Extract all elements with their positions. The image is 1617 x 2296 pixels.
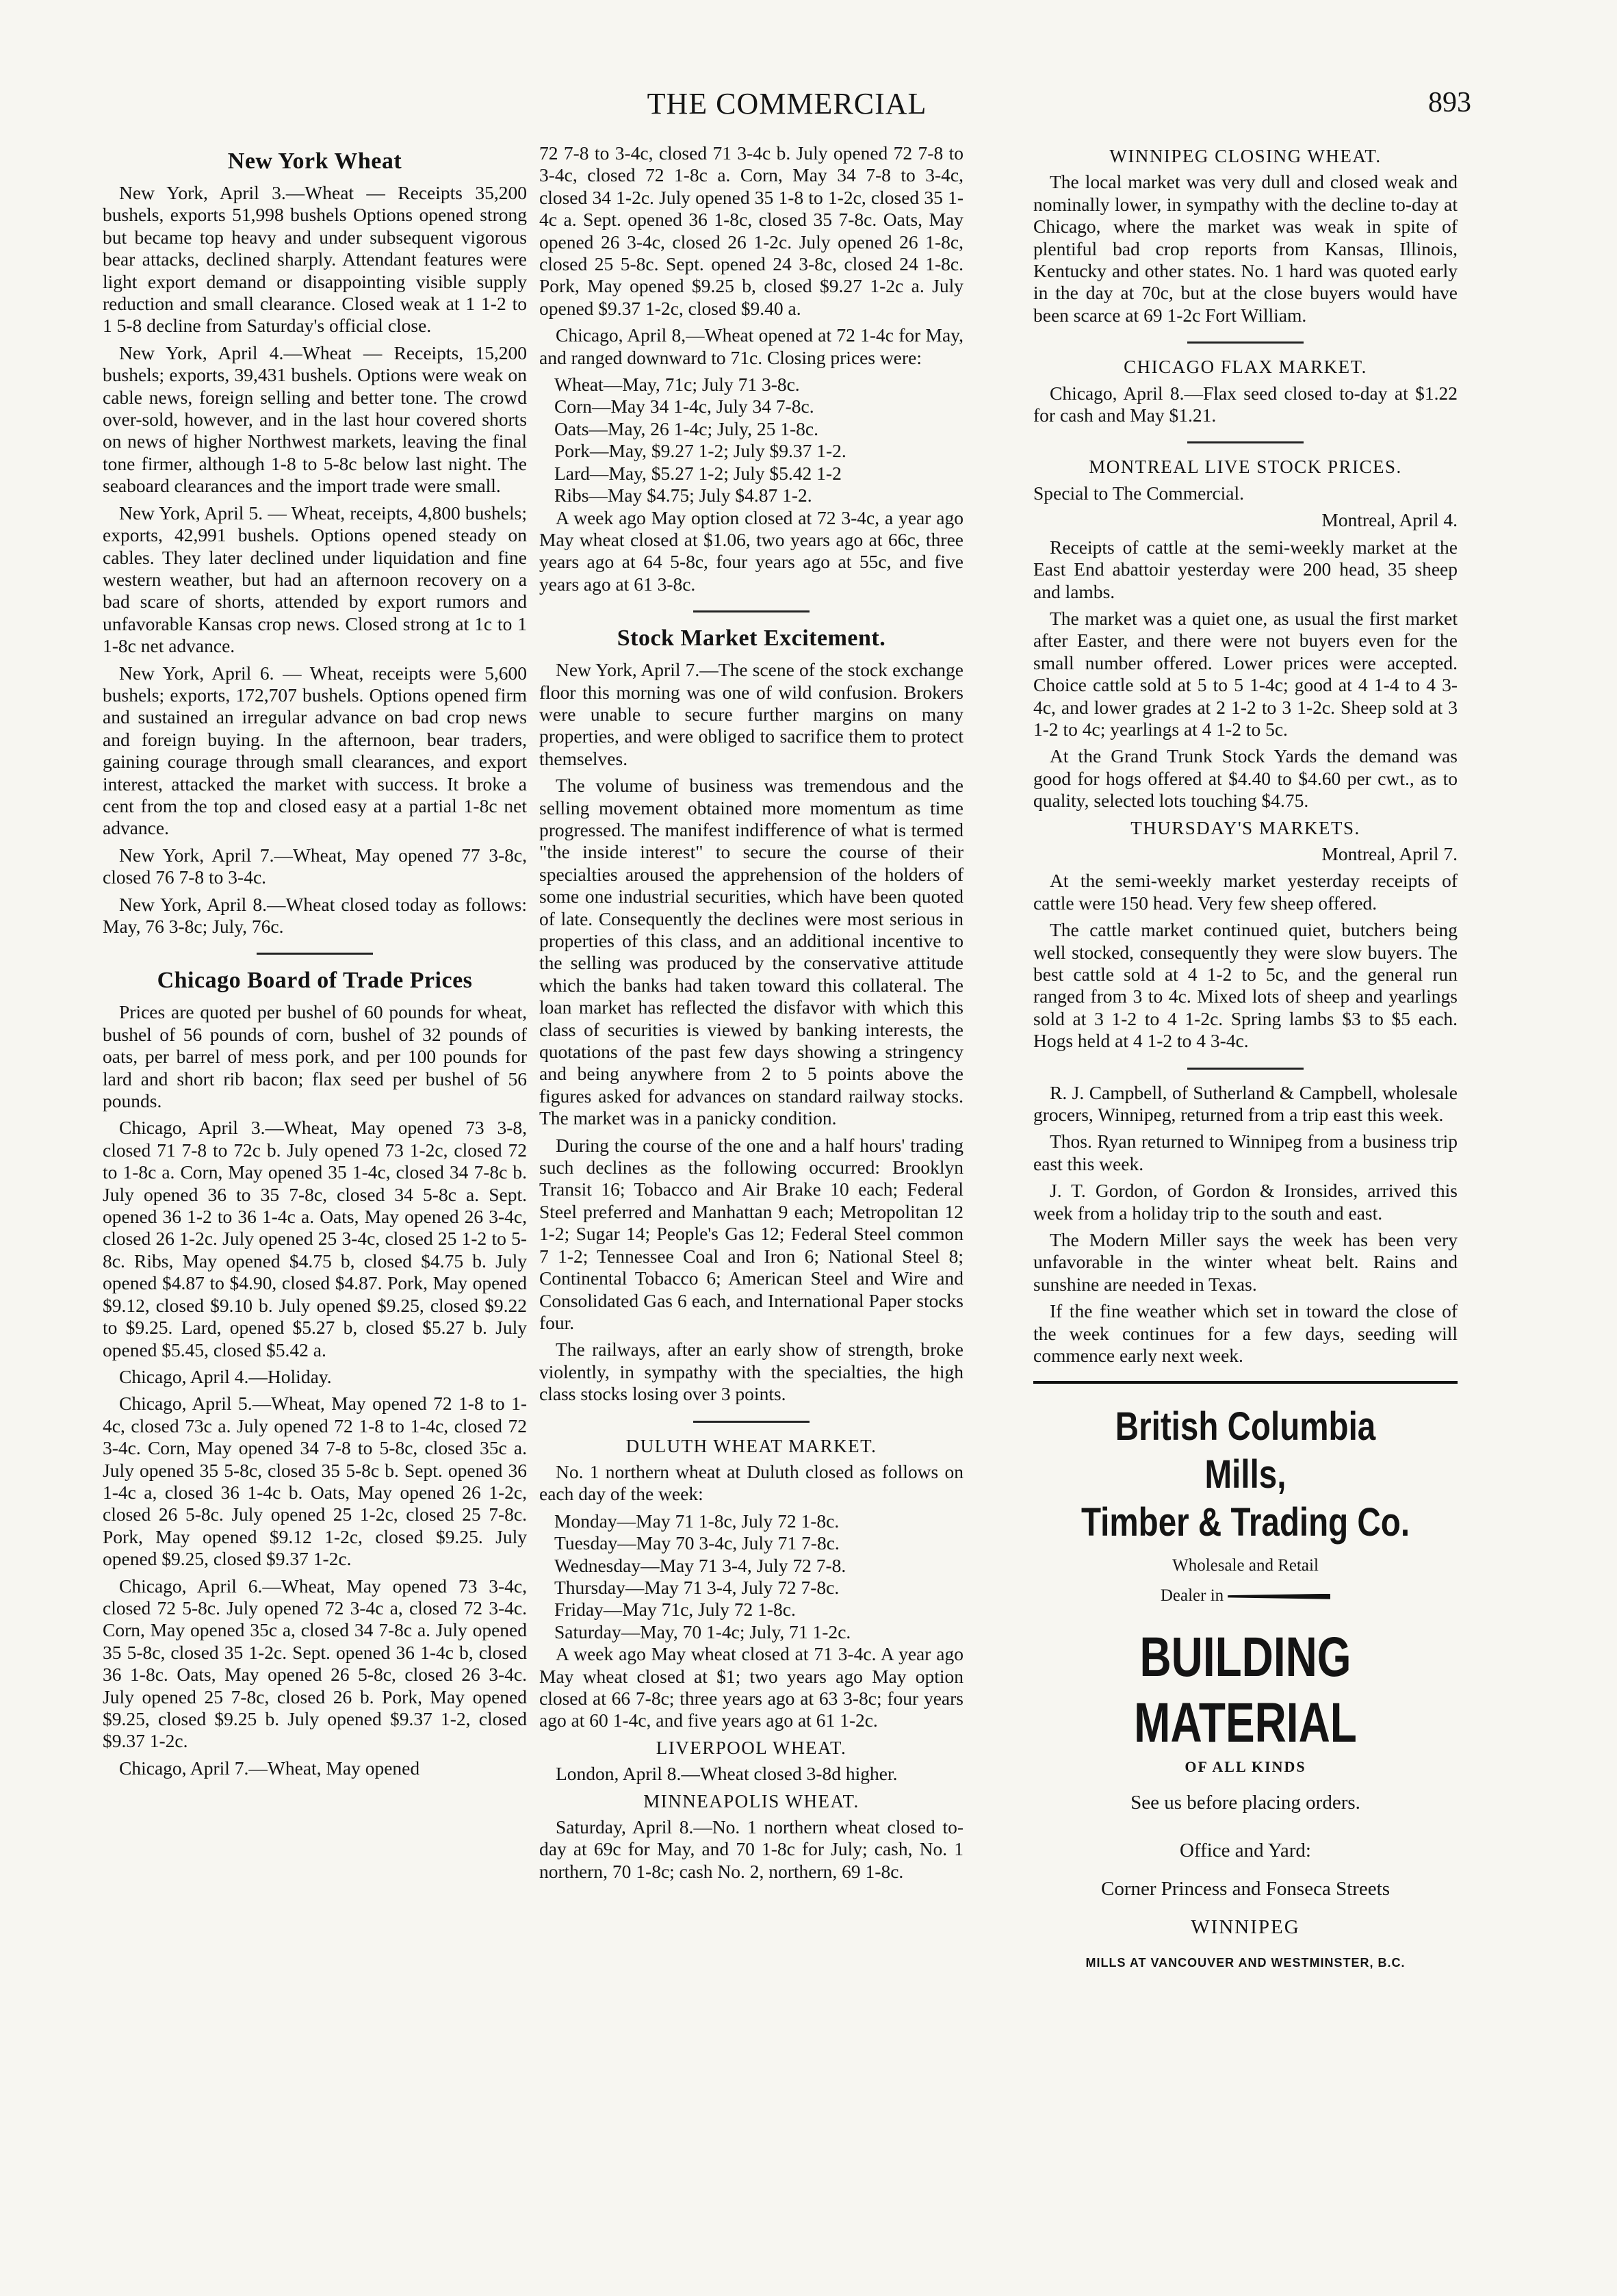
list-item: Ribs—May $4.75; July $4.87 1-2.: [554, 485, 812, 506]
list-item: Wheat—May, 71c; July 71 3-8c.: [554, 374, 800, 396]
paragraph: New York, April 5. — Wheat, receipts, 4,800 bushels; exports, 42,991 bushels. Options opened steady on cables. They later declined under liquidation and fine western weather, but had an afternoon recovery on a bad scare of shorts, attended by export rumors and unfavorable Kansas crop news. Closed strong at 1c to 1 1-8c net advance.: [103, 502, 527, 657]
section-divider: [693, 610, 810, 612]
personal-note: If the fine weather which set in toward the close of the week continues for a few days, seeding will commence early next week.: [1033, 1300, 1458, 1367]
ad-kinds: OF ALL KINDS: [1185, 1757, 1306, 1775]
paragraph: New York, April 6. — Wheat, receipts were 5,600 bushels; exports, 172,707 bushels. Options opened firm and sustained an irregular advance on bad crop news and foreign buying. In the afternoon, bear traders, gaining courage through small clearances, and export interest, attacked the market with success. It broke a cent from the top and closed easy at a partial 1-8c net advance.: [103, 662, 527, 839]
article-heading-stock-market: Stock Market Excitement.: [617, 625, 886, 652]
article-heading-new-york-wheat: New York Wheat: [227, 149, 402, 174]
article-heading-thursday: THURSDAY'S MARKETS.: [1130, 817, 1360, 838]
list-item: Monday—May 71 1-8c, July 72 1-8c.: [554, 1510, 840, 1532]
duluth-daily-list: [554, 1510, 963, 1643]
ad-dealer-label: Dealer in: [1160, 1586, 1224, 1605]
list-item: Tuesday—May 70 3-4c, July 71 7-8c.: [554, 1532, 840, 1554]
ad-wholesale: Wholesale and Retail: [1172, 1556, 1319, 1575]
ad-office: Office and Yard:: [1180, 1839, 1311, 1861]
column-2: [539, 142, 963, 1887]
section-divider: [1187, 1068, 1304, 1070]
paragraph: Chicago, April 6.—Wheat, May opened 73 3-4c, closed 72 5-8c. July opened 72 3-4c a, closed 72 3-4c. Corn, May opened 35c a, closed 34 7-8c a. July opened 35 5-8c, closed 35 1-2c. Sept. opened 36 1-4c b, closed 36 1-8c. Oats, May opened 26 5-8c, closed 26 3-4c. July opened 25 7-8c, closed 26 b. Pork, May opened $9.25, closed $9.25 b. July opened $9.37 1-2, closed $9.37 1-2c.: [103, 1575, 527, 1752]
paragraph: A week ago May wheat closed at 71 3-4c. A year ago May wheat closed at $1; two years ago May option closed at 66 7-8c; three years ago at 63 3-8c; four years ago at 60 1-4c, and five years ago at 61 1-2c.: [539, 1643, 963, 1731]
section-divider: [1187, 441, 1304, 443]
ad-city: WINNIPEG: [1191, 1916, 1300, 1938]
list-item: Lard—May, $5.27 1-2; July $5.42 1-2: [554, 462, 842, 484]
paragraph: New York, April 3.—Wheat — Receipts 35,200 bushels, exports 51,998 bushels Options opened strong but became top heavy and under subsequent vigorous bear attacks, declined sharply. Attendant features were light export demand or disappointing visible supply reduction and small clearance. Closed weak at 1 1-2 to 1 5-8 decline from Saturday's official close.: [103, 182, 527, 337]
ad-address: Corner Princess and Fonseca Streets: [1100, 1877, 1390, 1900]
dateline: Montreal, April 7.: [1321, 842, 1458, 864]
ad-building-material: BUILDING MATERIAL: [1134, 1625, 1357, 1754]
dateline: Montreal, April 4.: [1321, 509, 1458, 531]
personal-note: J. T. Gordon, of Gordon & Ironsides, arrived this week from a holiday trip to the south and east.: [1033, 1180, 1458, 1224]
paragraph: Chicago, April 4.—Holiday.: [119, 1365, 332, 1387]
list-item: Oats—May, 26 1-4c; July, 25 1-8c.: [554, 417, 818, 439]
advertisement: [1033, 1403, 1458, 1974]
paragraph: Receipts of cattle at the semi-weekly market at the East End abattoir yesterday were 200 head, 35 sheep and lambs.: [1033, 536, 1458, 602]
ad-mills: MILLS AT VANCOUVER AND WESTMINSTER, B.C.: [1085, 1955, 1406, 1970]
paragraph: At the Grand Trunk Stock Yards the demand was good for hogs offered at $4.40 to $4.60 per cwt., as to quality, selected lots touching $4.75.: [1033, 745, 1458, 812]
running-head: [103, 81, 1471, 129]
paragraph: No. 1 northern wheat at Duluth closed as follows on each day of the week:: [539, 1460, 963, 1505]
paragraph: The local market was very dull and closed weak and nominally lower, in sympathy with the decline to-day at Chicago, where the market was weak in spite of plentiful bad crop reports from Kansas, Illinois, Kentucky and other states. No. 1 hard was quoted early in the day at 70c, but at the close buyers would have been scarce at 69 1-2c Fort William.: [1033, 171, 1458, 326]
paragraph: 72 7-8 to 3-4c, closed 71 3-4c b. July opened 72 7-8 to 3-4c, closed 72 1-8c a. Corn, May 34 7-8 to 3-4c, closed 34 1-2c. July opened 35 1-8 to 1-2c, closed 35 1-4c a. Sept. opened 36 1-8c, closed 35 7-8c. Oats, May opened 26 3-4c, closed 26 1-2c. July opened 26 1-8c, closed 25 5-8c. Sept. opened 24 3-8c, closed 24 1-8c. Pork, May opened $9.25 b, closed $9.27 1-2c a. July opened $9.37 1-2c, closed $9.40 a.: [539, 142, 963, 319]
personal-note: R. J. Campbell, of Sutherland & Campbell, wholesale grocers, Winnipeg, returned from a trip east this week.: [1033, 1081, 1458, 1126]
paragraph: Chicago, April 8.—Flax seed closed to-day at $1.22 for cash and May $1.21.: [1033, 382, 1458, 426]
personal-note: The Modern Miller says the week has been very unfavorable in the winter wheat belt. Rains and sunshine are needed in Texas.: [1033, 1229, 1458, 1295]
paragraph: New York, April 7.—Wheat, May opened 77 3-8c, closed 76 7-8 to 3-4c.: [103, 844, 527, 888]
section-divider: [693, 1421, 810, 1423]
list-item: Corn—May 34 1-4c, July 34 7-8c.: [554, 396, 814, 417]
article-heading-chicago-board: Chicago Board of Trade Prices: [157, 968, 473, 994]
personal-note: Thos. Ryan returned to Winnipeg from a business trip east this week.: [1033, 1131, 1458, 1174]
section-divider: [1187, 341, 1304, 344]
closing-prices-list: [554, 374, 963, 506]
dealer-arrow-rule: [1228, 1594, 1330, 1599]
ad-firm-name-2: Timber & Trading Co.: [1081, 1499, 1410, 1545]
column-3: [1033, 142, 1458, 1974]
article-heading-flax: CHICAGO FLAX MARKET.: [1124, 357, 1367, 378]
paragraph: New York, April 8.—Wheat closed today as follows: May, 76 3-8c; July, 76c.: [103, 893, 527, 937]
paragraph: During the course of the one and a half hours' trading such declines as the following occurred: Brooklyn Transit 16; Tobacco and Air Brake 10 each; Federal Steel preferred and Manhattan 9 each; Metropolitan 12 1-2; Sugar 14; People's Gas 12; Federal Steel common 7 1-2; Tennessee Coal and Iron 6; National Steel 8; Continental Tobacco 6; American Steel and Wire and Consolidated Gas 6 each, and International Paper stocks four.: [539, 1134, 963, 1333]
page-number: 893: [1428, 87, 1471, 118]
article-heading-montreal: MONTREAL LIVE STOCK PRICES.: [1089, 456, 1402, 478]
article-heading-liverpool: LIVERPOOL WHEAT.: [656, 1737, 847, 1758]
list-item: Pork—May, $9.27 1-2; July $9.37 1-2.: [554, 440, 846, 462]
special-credit: Special to The Commercial.: [1033, 482, 1245, 504]
paragraph: London, April 8.—Wheat closed 3-8d higher.: [556, 1763, 898, 1785]
advertisement-border: [1033, 1381, 1458, 1384]
paragraph: Chicago, April 5.—Wheat, May opened 72 1-8 to 1-4c, closed 73c a. July opened 72 1-8 to 1-4c, closed 72 3-4c. Corn, May opened 34 7-8 to 5-8c, closed 35c a. July opened 35 5-8c, closed 35 5-8c b. Sept. opened 36 1-4c a, closed 36 1-4c b. Oats, May opened 26 1-2c, closed 26 5-8c. July opened 25 1-2c, closed 25 7-8c. Pork, May opened $9.12 1-2c, closed $9.25. July opened $9.25, closed $9.37 1-2c.: [103, 1393, 527, 1570]
list-item: Wednesday—May 71 3-4, July 72 7-8.: [554, 1554, 846, 1576]
column-1: [103, 142, 527, 1784]
article-heading-minneapolis: MINNEAPOLIS WHEAT.: [643, 1790, 859, 1811]
publication-title: THE COMMERCIAL: [647, 87, 927, 120]
paragraph: The volume of business was tremendous and the selling movement obtained more momentum as time progressed. The manifest indifference of what is termed "the inside interest" to secure the course of their specialties aroused the apprehension of the holders of some one industrial securities, which have been quoted of late. Consequently the declines were most serious in properties of this class, and an additional incentive to the selling was produced by the conservative attitude which the banks had taken toward this collateral. The loan market has reflected the disfavor with which this class of securities is viewed by banking interests, the quotations of the past few days showing a stringency and being anywhere from 2 to 5 points above the figures asked for advances on standard railway stocks. The market was in a panicky condition.: [539, 775, 963, 1129]
paragraph: The railways, after an early show of strength, broke violently, in sympathy with the specialties, the high class stocks losing over 3 points.: [539, 1339, 963, 1405]
list-item: Thursday—May 71 3-4, July 72 7-8c.: [554, 1576, 840, 1598]
ad-dealer: [1033, 1585, 1458, 1607]
paragraph: A week ago May option closed at 72 3-4c, a year ago May wheat closed at $1.06, two years ago at 66c, three years ago at 64 5-8c, four years ago at 55c, and five years ago at 61 3-8c.: [539, 506, 963, 595]
ad-see-us: See us before placing orders.: [1130, 1791, 1360, 1814]
paragraph: Saturday, April 8.—No. 1 northern wheat closed to-day at 69c for May, and 70 1-8c for July; cash, No. 1 northern, 70 1-8c; cash No. 2, northern, 69 1-8c.: [539, 1816, 963, 1882]
ad-firm-name: British Columbia Mills,: [1115, 1404, 1376, 1497]
paragraph: The market was a quiet one, as usual the first market after Easter, and there were not buyers even for the small number offered. Lower prices were accepted. Choice cattle sold at 5 to 5 1-4c; good at 4 1-4 to 4 3-4c, and lower grades at 2 1-2 to 3 1-2c. Sheep sold at 3 1-2 to 4c; yearlings at 4 1-2 to 5c.: [1033, 607, 1458, 740]
paragraph: The cattle market continued quiet, butchers being well stocked, consequently they were slow buyers. The best cattle sold at 4 1-2 to 5c, and the general run ranged from 3 to 4c. Mixed lots of sheep and yearlings sold at 3 1-2 to 4 1-2c. Spring lambs $3 to $5 each. Hogs held at 4 1-2 to 4 3-4c.: [1033, 919, 1458, 1052]
paragraph: Chicago, April 8,—Wheat opened at 72 1-4c for May, and ranged downward to 71c. Closing prices were:: [539, 324, 963, 368]
paragraph: New York, April 4.—Wheat — Receipts, 15,200 bushels; exports, 39,431 bushels. Options were weak on cable news, foreign selling and better tone. The crowd over-sold, however, and in the last hour covered shorts on news of higher Northwest markets, leaving the final tone firmer, although 1-8 to 5-8c below last night. The seaboard clearances and the import trade were small.: [103, 341, 527, 497]
paragraph: Prices are quoted per bushel of 60 pounds for wheat, bushel of 56 pounds of corn, bushel of 32 pounds of oats, per barrel of mess pork, and per 100 pounds for lard and short rib bacon; flax seed per bushel of 56 pounds.: [103, 1001, 527, 1112]
list-item: Friday—May 71c, July 72 1-8c.: [554, 1599, 796, 1621]
paragraph: New York, April 7.—The scene of the stock exchange floor this morning was one of wild confusion. Brokers were unable to secure further margins on many properties, and were obliged to sacrifice them to protect themselves.: [539, 659, 963, 769]
list-item: Saturday—May, 70 1-4c; July, 71 1-2c.: [554, 1621, 851, 1642]
paragraph: Chicago, April 3.—Wheat, May opened 73 3-8, closed 71 7-8 to 72c b. July opened 73 1-2c, closed 72 to 1-8c a. Corn, May opened 35 1-4c, closed 34 7-8c b. July opened 36 to 35 7-8c, closed 34 5-8c a. Sept. opened 36 1-2 to 36 1-4c a. Oats, May opened 26 3-4c, closed 26 1-2c. July opened 25 3-4c, closed 25 1-2 to 5-8c. Ribs, May opened $4.75 b, closed $4.75 b. July opened $4.87 to $4.90, closed $4.87. Pork, May opened $9.12, closed $9.10 b. July opened $9.25, closed $9.22 to $9.25. Lard, opened $5.27 b, closed $5.27 b. July opened $5.45, closed $5.42 a.: [103, 1117, 527, 1360]
article-heading-duluth: DULUTH WHEAT MARKET.: [625, 1435, 877, 1456]
paragraph: At the semi-weekly market yesterday receipts of cattle were 150 head. Very few sheep offered.: [1033, 870, 1458, 914]
paragraph: Chicago, April 7.—Wheat, May opened: [119, 1757, 420, 1779]
article-heading-winnipeg: WINNIPEG CLOSING WHEAT.: [1109, 146, 1382, 166]
section-divider: [257, 953, 373, 955]
